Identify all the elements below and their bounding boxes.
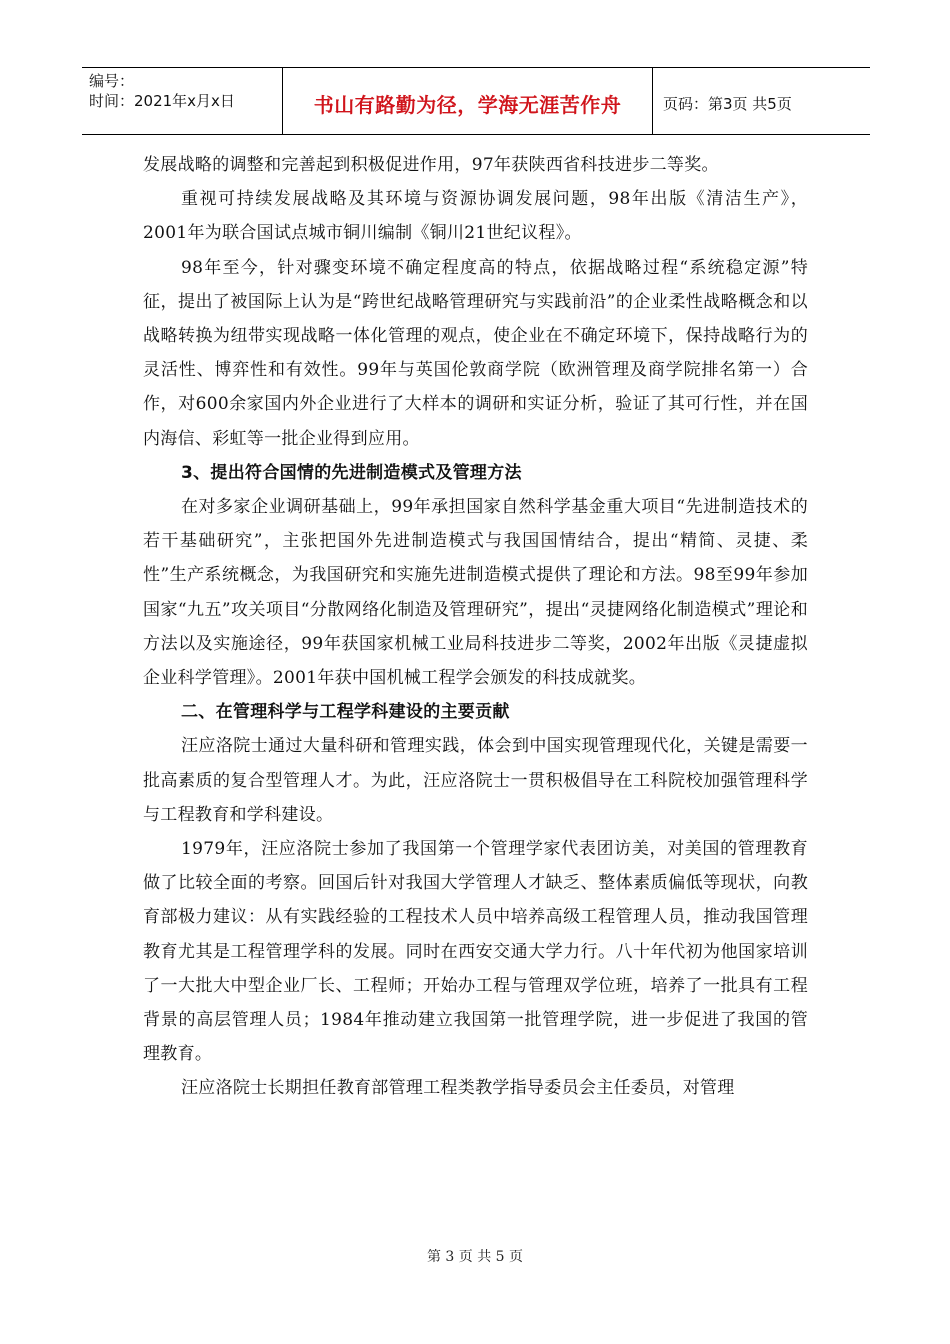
document-body bbox=[143, 148, 808, 1106]
section-heading: 二、在管理科学与工程学科建设的主要贡献 bbox=[181, 702, 510, 723]
header-page-cell bbox=[653, 68, 870, 134]
document-number-label: 编号： bbox=[89, 72, 135, 90]
body-paragraph: 98年至今，针对骤变环境不确定程度高的特点，依据战略过程“系统稳定源”特征，提出了被国际上认为是“跨世纪战略管理研究与实践前沿”的企业柔性战略概念和以战略转换为纽带实现战略一体化管理的观点，使企业在不确定环境下，保持战略行为的灵活性、博弈性和有效性。99年与英国伦敦商学院（欧洲管理及商学院排名第一）合作，对600余家国内外企业进行了大样本的调研和实证分析，验证了其可行性，并在国内海信、彩虹等一批企业得到应用。 bbox=[143, 257, 808, 449]
document-time-label: 时间：2021年x月x日 bbox=[89, 92, 235, 110]
body-paragraph: 发展战略的调整和完善起到积极促进作用，97年获陕西省科技进步二等奖。 bbox=[143, 155, 719, 175]
page-footer: 第 3 页 共 5 页 bbox=[426, 1249, 524, 1265]
body-paragraph: 1979年，汪应洛院士参加了我国第一个管理学家代表团访美，对美国的管理教育做了比较全面的考察。回国后针对我国大学管理人才缺乏、整体素质偏低等现状，向教育部极力建议：从有实践经验的工程技术人员中培养高级工程管理人员，推动我国管理教育尤其是工程管理学科的发展。同时在西安交通大学力行。八十年代初为他国家培训了一大批大中型企业厂长、工程师；开始办工程与管理双学位班，培养了一批具有工程背景的高层管理人员；1984年推动建立我国第一批管理学院，进一步促进了我国的管理教育。 bbox=[143, 839, 808, 1065]
header-meta-cell bbox=[82, 68, 283, 134]
header-motto: 书山有路勤为径，学海无涯苦作舟 bbox=[313, 92, 622, 117]
page-header bbox=[82, 67, 870, 135]
header-page-number: 页码：第3页 共5页 bbox=[663, 94, 792, 113]
body-paragraph: 汪应洛院士通过大量科研和管理实践，体会到中国实现管理现代化，关键是需要一批高素质的复合型管理人才。为此，汪应洛院士一贯积极倡导在工科院校加强管理科学与工程教育和学科建设。 bbox=[143, 736, 808, 825]
body-paragraph: 重视可持续发展战略及其环境与资源协调发展问题，98年出版《清洁生产》，2001年为联合国试点城市铜川编制《铜川21世纪议程》。 bbox=[143, 189, 808, 244]
body-paragraph: 在对多家企业调研基础上，99年承担国家自然科学基金重大项目“先进制造技术的若干基础研究”，主张把国外先进制造模式与我国国情结合，提出“精简、灵捷、柔性”生产系统概念，为我国研究和实施先进制造模式提供了理论和方法。98至99年参加国家“九五”攻关项目“分散网络化制造及管理研究”，提出“灵捷网络化制造模式”理论和方法以及实施途径，99年获国家机械工业局科技进步二等奖，2002年出版《灵捷虚拟企业科学管理》。2001年获中国机械工程学会颁发的科技成就奖。 bbox=[143, 497, 808, 689]
header-motto-cell bbox=[283, 68, 653, 134]
section-heading: 3、提出符合国情的先进制造模式及管理方法 bbox=[181, 462, 522, 483]
body-paragraph: 汪应洛院士长期担任教育部管理工程类教学指导委员会主任委员，对管理 bbox=[181, 1078, 735, 1099]
